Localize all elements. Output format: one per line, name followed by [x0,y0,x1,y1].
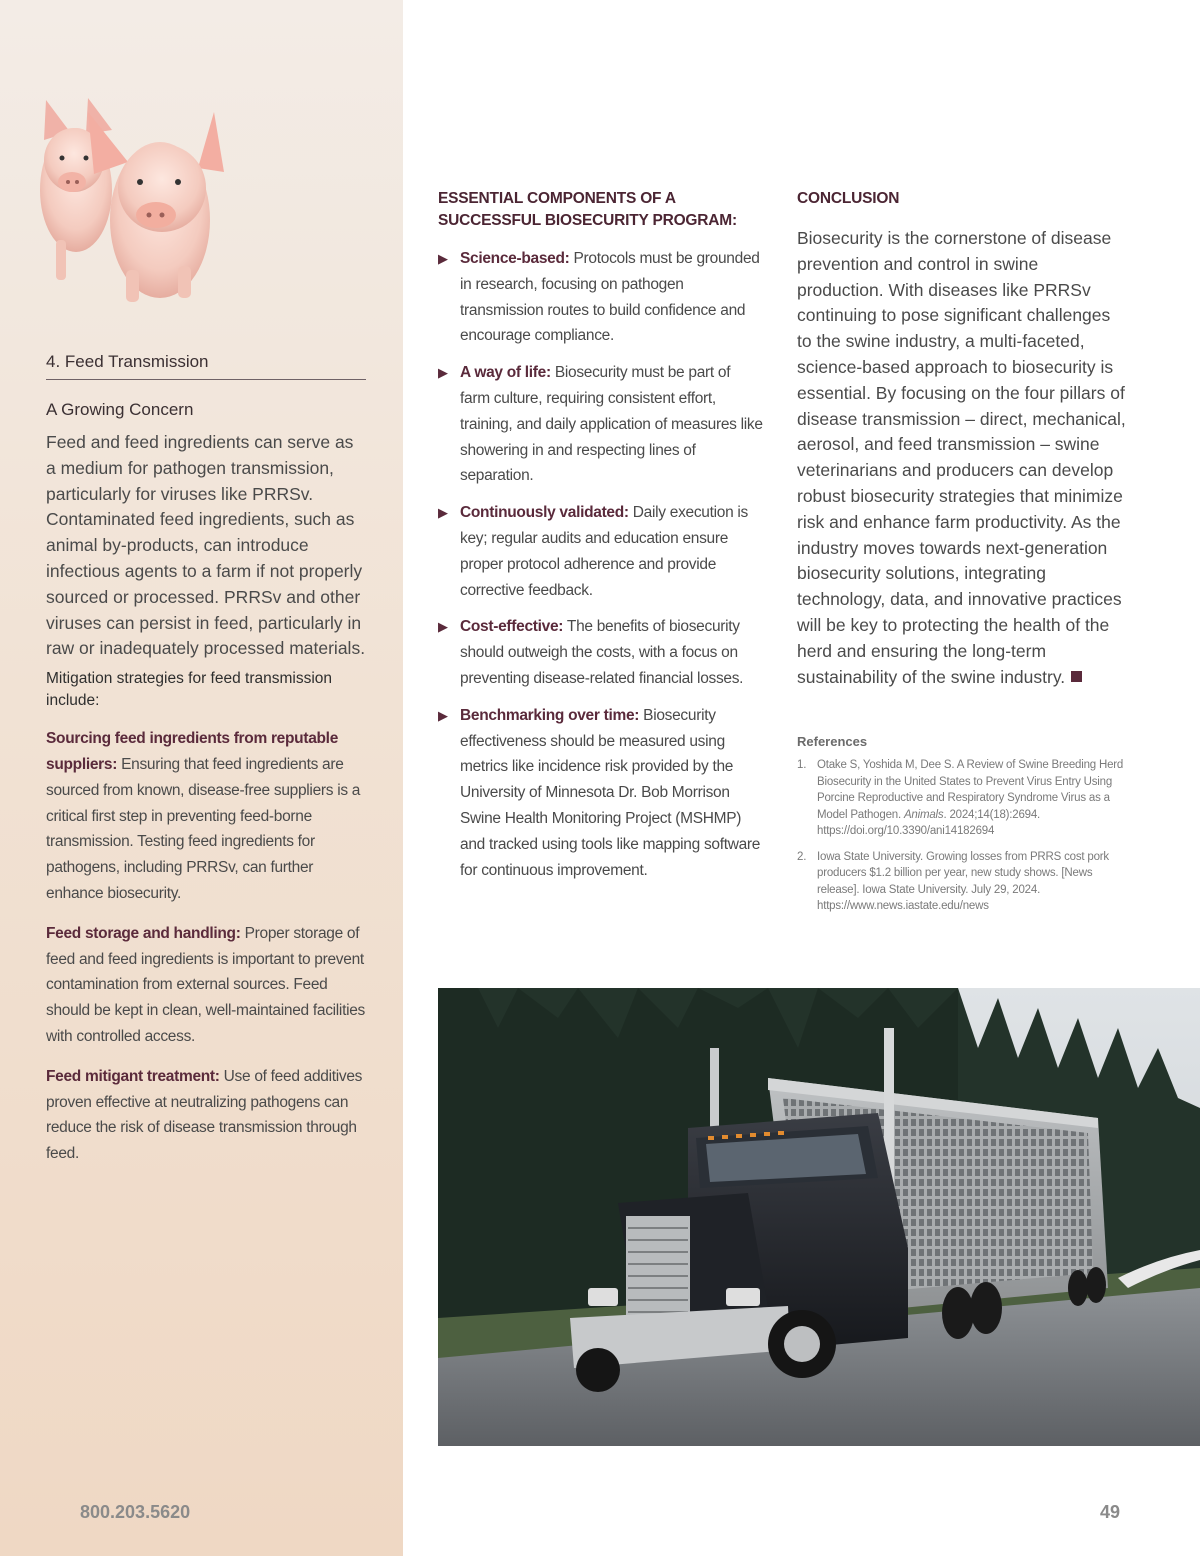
reference-text: Iowa State University. Growing losses from PRRS cost pork producers $1.2 billion per year, new study shows. [News release]. Iowa State University. July 29, 2024. https://www.news.iastate.edu/news [817,850,1109,913]
strategy-text: Use of feed additives proven effective at neutralizing pathogens can reduce the risk of disease transmission through feed. [46,1067,363,1163]
component-text: The benefits of biosecurity should outweigh the costs, with a focus on preventing disease-related financial losses. [460,618,744,687]
list-item [438,360,763,489]
strategy-paragraph [46,1064,366,1167]
strategy-title: Feed mitigant treatment: [46,1067,220,1085]
component-text: Protocols must be grounded in research, focusing on pathogen transmission routes to build confidence and encourage compliance. [460,250,760,345]
conclusion-column [797,188,1127,924]
conclusion-heading: CONCLUSION [797,190,900,207]
component-title: Cost-effective: [460,618,564,636]
mitigation-intro: Mitigation strategies for feed transmission include: [46,670,333,710]
section-heading: 4. Feed Transmission [46,352,366,380]
component-title: A way of life: [460,364,551,382]
end-square-icon [1071,671,1082,682]
conclusion-text: Biosecurity is the cornerstone of disease prevention and control in swine production. With diseases like PRRSv continuing to pose significant challenges to the swine industry, a multi-faceted, science-based approach to biosecurity is essential. By focusing on the four pillars of disease transmission – direct, mechanical, aerosol, and feed transmission – swine veterinarians and producers can develop robust biosecurity strategies that minimize risk and enhance farm productivity. As the industry moves towards next-generation biosecurity solutions, integrating technology, data, and innovative practices will be key to protecting the health of the herd and ensuring the long-term sustainability of the swine industry. [797,228,1126,687]
components-list [438,246,763,883]
footer-phone-number: 800.203.5620 [80,1502,191,1522]
lead-paragraph: Feed and feed ingredients can serve as a medium for pathogen transmission, particularly for viruses like PRRSv. Contaminated feed ingredients, such as animal by-products, can introduce infectious agents to a farm if not properly sourced or processed. PRRSv and other viruses can persist in feed, particularly in raw or inadequately processed materials. [46,432,366,659]
component-text: Biosecurity effectiveness should be measured using metrics like incidence risk provided by the University of Minnesota Dr. Bob Morrison Swine Health Monitoring Project (MSHMP) and tracked using tools like mapping software for continuous improvement. [460,706,761,879]
reference-item [797,757,1127,840]
strategy-text: Proper storage of feed and feed ingredients is important to prevent contamination from external sources. Feed should be kept in clean, well-maintained facilities with controlled access. [46,924,365,1045]
reference-item [797,849,1127,915]
reference-text-end: . 2024;14(18):2694. https://doi.org/10.3390/ani14182694 [817,808,1041,838]
pigs-photo [28,70,228,305]
list-item [438,614,763,691]
components-heading: ESSENTIAL COMPONENTS OF A SUCCESSFUL BIOSECURITY PROGRAM: [438,190,737,229]
left-sidebar-panel [0,0,403,1556]
reference-text: Otake S, Yoshida M, Dee S. A Review of Swine Breeding Herd Biosecurity in the United States to Prevent Virus Entry Using Porcine Reproductive and Respiratory Syndrome Virus as a Model Pathogen. [817,759,1124,821]
livestock-truck-photo [438,988,1200,1446]
reference-number: 1. [797,759,807,772]
component-text: Biosecurity must be part of farm culture, requiring consistent effort, training, and daily application of measures like showering in and respecting lines of separation. [460,364,763,485]
component-text: Daily execution is key; regular audits and education ensure proper protocol adherence and provide corrective feedback. [460,504,748,599]
strategy-paragraph [46,726,366,907]
strategy-title: Feed storage and handling: [46,924,241,942]
page-number: 49 [1099,1502,1120,1522]
strategy-text: Ensuring that feed ingredients are sourced from known, disease-free suppliers is a critical first step in preventing feed-borne transmission. Testing feed ingredients for pathogens, including PRRSv, can further enhance biosecurity. [46,755,361,902]
triangle-bullet-icon: ▶ [438,365,448,381]
component-title: Science-based: [460,250,570,267]
triangle-bullet-icon: ▶ [438,707,448,723]
component-title: Continuously validated: [460,504,629,522]
components-column [438,188,763,894]
strategy-title: Sourcing feed ingredients from reputable suppliers: [46,730,339,773]
references-heading: References [797,734,868,750]
reference-journal: Animals [903,808,944,821]
component-title: Benchmarking over time: [460,706,640,724]
triangle-bullet-icon: ▶ [438,251,448,266]
triangle-bullet-icon: ▶ [438,505,448,521]
reference-number: 2. [797,850,807,863]
list-item [438,500,763,603]
list-item [438,703,763,884]
strategy-paragraph [46,921,366,1050]
list-item [438,246,763,349]
references-list [797,757,1127,915]
triangle-bullet-icon: ▶ [438,619,448,635]
subheading: A Growing Concern [46,400,194,419]
conclusion-paragraph [797,226,1127,690]
